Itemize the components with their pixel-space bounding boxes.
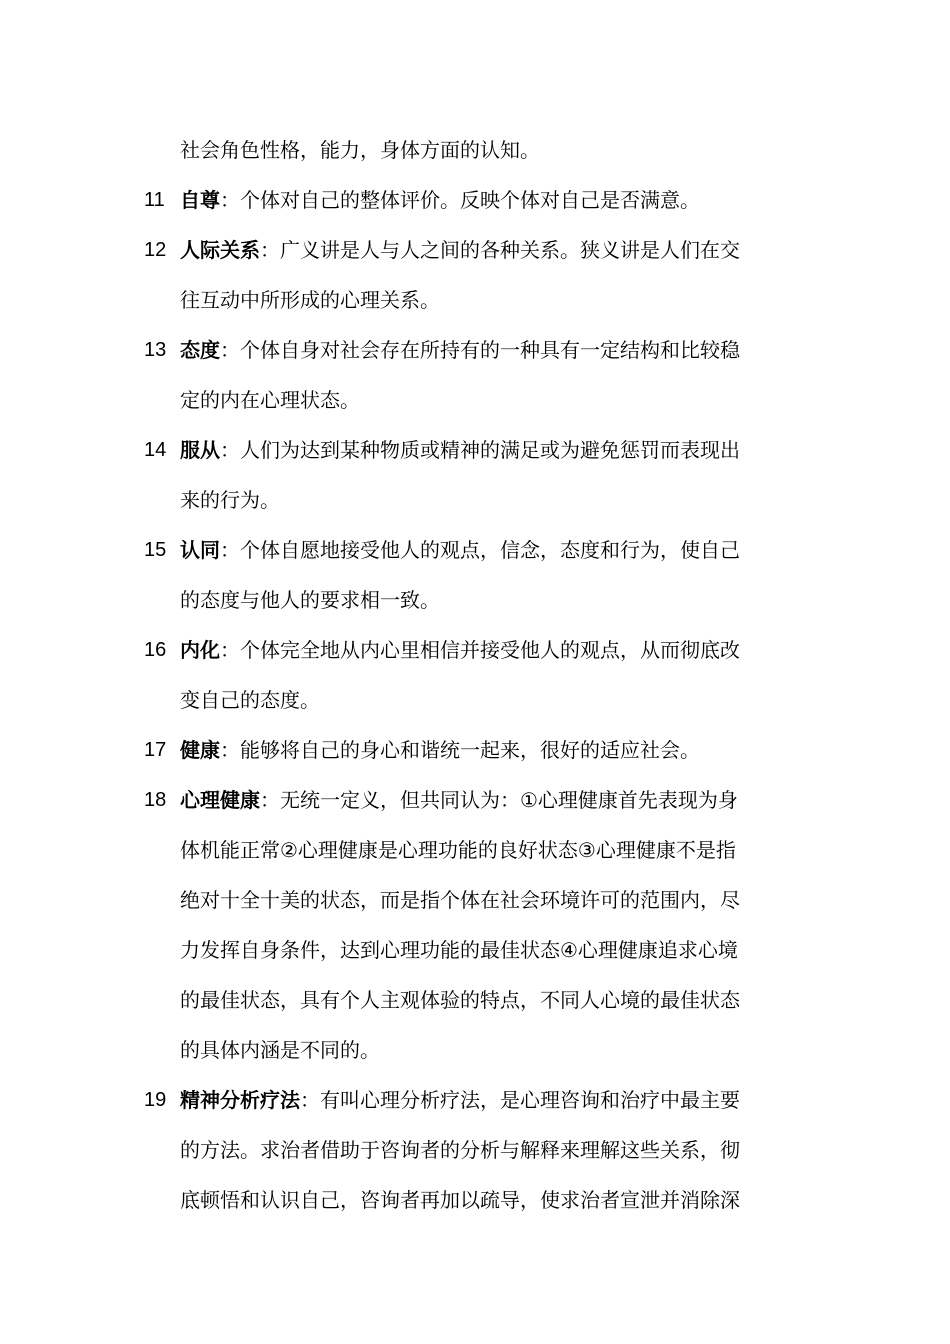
entry-19-line-2: 的方法。求治者借助于咨询者的分析与解释来理解这些关系，彻 (180, 1138, 740, 1162)
entry-12-term: 人际关系 (180, 238, 260, 262)
entry-number-13: 13 (144, 339, 167, 361)
entry-14-term: 服从 (180, 438, 220, 462)
entry-13-text-1: ：个体自身对社会存在所持有的一种具有一定结构和比较稳 (220, 338, 740, 362)
entry-19-term: 精神分析疗法 (180, 1088, 300, 1112)
entry-11-line-1 (180, 186, 700, 214)
entry-18-line-4: 力发挥自身条件，达到心理功能的最佳状态④心理健康追求心境 (180, 938, 738, 962)
entry-16-text-1: ：个体完全地从内心里相信并接受他人的观点，从而彻底改 (220, 638, 740, 662)
entry-12-text-1: ：广义讲是人与人之间的各种关系。狭义讲是人们在交 (260, 238, 740, 262)
entry-number-11: 11 (144, 189, 165, 211)
entry-12-line-2: 往互动中所形成的心理关系。 (180, 288, 440, 312)
entry-15-term: 认同 (180, 538, 220, 562)
entry-13-line-2: 定的内在心理状态。 (180, 388, 360, 412)
entry-number-12: 12 (144, 239, 167, 261)
entry-11-text-1: ：个体对自己的整体评价。反映个体对自己是否满意。 (220, 188, 700, 212)
entry-19-line-3: 底顿悟和认识自己，咨询者再加以疏导，使求治者宣泄并消除深 (180, 1188, 740, 1212)
entry-16-line-2: 变自己的态度。 (180, 688, 320, 712)
continuation-line: 社会角色性格，能力，身体方面的认知。 (180, 138, 540, 162)
entry-18-line-2: 体机能正常②心理健康是心理功能的良好状态③心理健康不是指 (180, 838, 736, 862)
entry-number-19: 19 (144, 1089, 167, 1111)
entry-18-term: 心理健康 (180, 788, 260, 812)
entry-11-term: 自尊 (180, 188, 220, 212)
entry-12-line-1 (180, 236, 740, 264)
entry-number-17: 17 (144, 739, 167, 761)
entry-16-line-1 (180, 636, 740, 664)
entry-16-term: 内化 (180, 638, 220, 662)
entry-15-text-1: ：个体自愿地接受他人的观点，信念，态度和行为，使自己 (220, 538, 740, 562)
entry-14-text-1: ：人们为达到某种物质或精神的满足或为避免惩罚而表现出 (220, 438, 740, 462)
entry-15-line-1 (180, 536, 740, 564)
entry-18-text-1: ：无统一定义，但共同认为：①心理健康首先表现为身 (260, 788, 738, 812)
entry-number-16: 16 (144, 639, 167, 661)
entry-19-line-1 (180, 1086, 740, 1114)
entry-14-line-2: 来的行为。 (180, 488, 280, 512)
entry-18-line-5: 的最佳状态，具有个人主观体验的特点，不同人心境的最佳状态 (180, 988, 740, 1012)
entry-19-text-1: ：有叫心理分析疗法，是心理咨询和治疗中最主要 (300, 1088, 740, 1112)
entry-15-line-2: 的态度与他人的要求相一致。 (180, 588, 440, 612)
entry-18-line-1 (180, 786, 738, 814)
entry-17-line-1 (180, 736, 700, 764)
entry-17-term: 健康 (180, 738, 220, 762)
entry-17-text-1: ：能够将自己的身心和谐统一起来，很好的适应社会。 (220, 738, 700, 762)
entry-number-14: 14 (144, 439, 167, 461)
entry-number-15: 15 (144, 539, 167, 561)
entry-13-term: 态度 (180, 338, 220, 362)
entry-18-line-3: 绝对十全十美的状态，而是指个体在社会环境许可的范围内，尽 (180, 888, 740, 912)
entry-14-line-1 (180, 436, 740, 464)
entry-13-line-1 (180, 336, 740, 364)
entry-number-18: 18 (144, 789, 167, 811)
entry-18-line-6: 的具体内涵是不同的。 (180, 1038, 380, 1062)
